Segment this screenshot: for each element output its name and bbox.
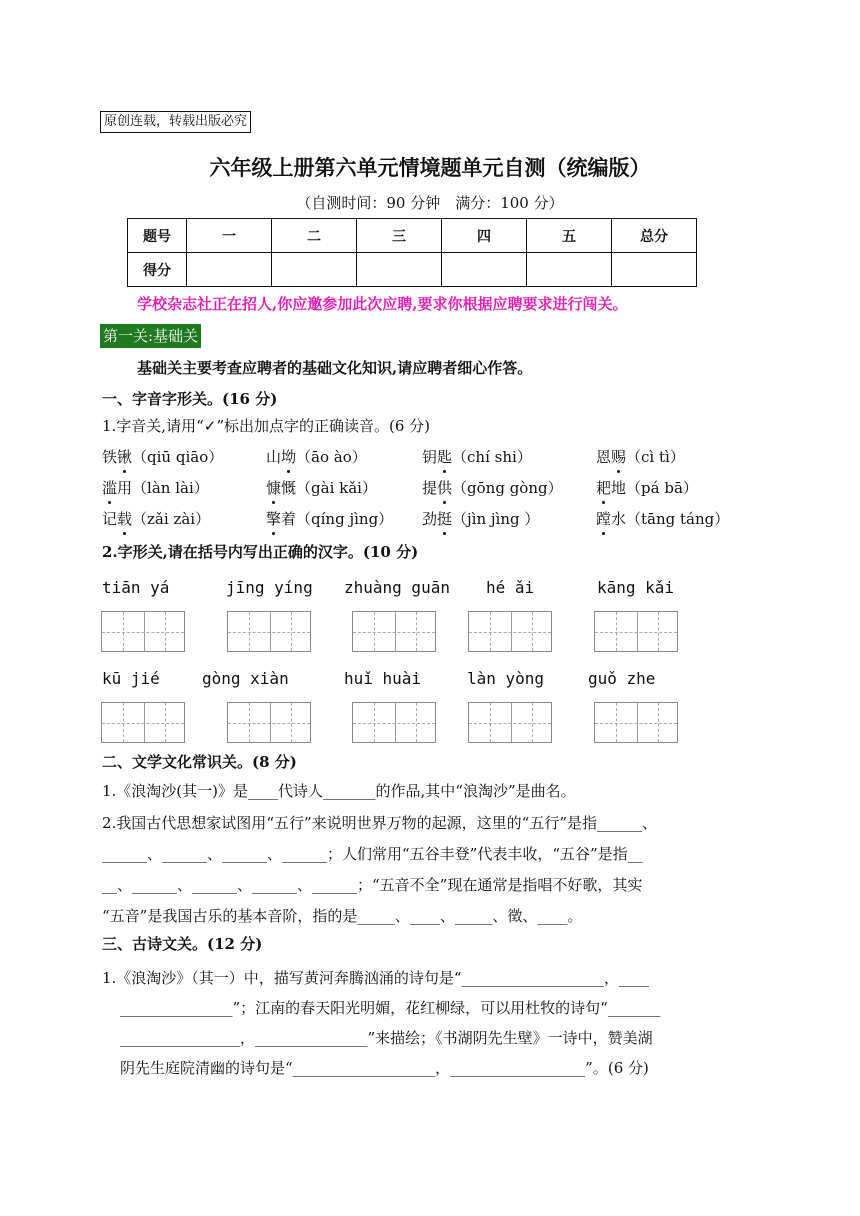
- writing-grid-box[interactable]: [227, 611, 311, 652]
- pinyin-label: làn yòng: [467, 669, 545, 688]
- check-mark-icon: ✓: [203, 417, 217, 435]
- pinyin-label: kū jié: [102, 669, 160, 688]
- score-header-cell: 五: [527, 219, 612, 253]
- character: 劲: [422, 510, 438, 528]
- pinyin-options[interactable]: （jìn jìng ）: [452, 510, 540, 528]
- score-cell[interactable]: [527, 253, 612, 287]
- page-subtitle: （自测时间：90 分钟 满分：100 分）: [296, 194, 564, 212]
- level-label: 第一关:基础关: [100, 324, 201, 348]
- score-header-cell: 一: [187, 219, 272, 253]
- section3-line: ________________，_______________”来描绘；《书湖阴先生壁》一诗中，赞美湖: [120, 1029, 653, 1047]
- writing-grid-box[interactable]: [101, 702, 185, 743]
- score-header-cell: 题号: [128, 219, 187, 253]
- writing-grid-box[interactable]: [594, 702, 678, 743]
- pronunciation-item: [422, 477, 563, 498]
- pinyin-options[interactable]: （qíng jìng）: [296, 510, 394, 528]
- dotted-character: 耙: [596, 479, 612, 497]
- score-cell[interactable]: [187, 253, 272, 287]
- score-table-score-row: [128, 253, 697, 287]
- dotted-character: 挺: [437, 510, 453, 528]
- dotted-character: 载: [117, 510, 133, 528]
- pinyin-label: guǒ zhe: [588, 669, 656, 688]
- section3-heading: 三、古诗文关。(12 分): [102, 935, 263, 953]
- pronunciation-item: [266, 508, 393, 529]
- q1-prefix: 1.字音关,请用“: [102, 417, 204, 435]
- pronunciation-item: [102, 477, 209, 498]
- character: 记: [102, 510, 118, 528]
- pinyin-options[interactable]: （pá bā）: [626, 479, 698, 497]
- writing-grid-box[interactable]: [594, 611, 678, 652]
- pinyin-options[interactable]: （gài kǎi）: [296, 479, 377, 497]
- writing-grid-box[interactable]: [227, 702, 311, 743]
- pinyin-options[interactable]: （chí shi）: [452, 448, 532, 466]
- dotted-character: 锹: [117, 448, 133, 466]
- section3-line: 1.《浪淘沙》（其一）中，描写黄河奔腾汹涌的诗句是“___________________，____: [102, 969, 649, 987]
- section2-heading: 二、文学文化常识关。(8 分): [102, 753, 297, 771]
- section2-line: 2.我国古代思想家试图用“五行”来说明世界万物的起源，这里的“五行”是指______、: [102, 814, 657, 832]
- pronunciation-item: [596, 477, 698, 498]
- pronunciation-item: [102, 446, 223, 467]
- pronunciation-item: [422, 446, 532, 467]
- character: 铁: [102, 448, 118, 466]
- dotted-character: 滥: [102, 479, 118, 497]
- writing-grid-box[interactable]: [101, 611, 185, 652]
- score-cell[interactable]: [442, 253, 527, 287]
- pinyin-label: huǐ huài: [344, 669, 422, 688]
- writing-grid-box[interactable]: [468, 611, 552, 652]
- section2-line: 1.《浪淘沙(其一)》是____代诗人_______的作品,其中“浪淘沙”是曲名。: [102, 782, 576, 800]
- character: 恩: [596, 448, 612, 466]
- pinyin-label: tiān yá: [102, 578, 170, 597]
- writing-grid-box[interactable]: [468, 702, 552, 743]
- dotted-character: 赐: [611, 448, 627, 466]
- character: 用: [117, 479, 133, 497]
- section1-q1: [102, 415, 430, 436]
- character: 着: [281, 510, 297, 528]
- pronunciation-item: [102, 508, 210, 529]
- section1-q2: 2.字形关,请在括号内写出正确的汉字。(10 分): [102, 543, 419, 561]
- score-cell[interactable]: [612, 253, 697, 287]
- intro-instruction: 学校杂志社正在招人,你应邀参加此次应聘,要求你根据应聘要求进行闯关。: [137, 295, 628, 313]
- section3-line: _______________”；江南的春天阳光明媚，花红柳绿，可以用杜牧的诗句“_______: [120, 999, 661, 1017]
- pronunciation-item: [596, 446, 685, 467]
- section1-heading: 一、字音字形关。(16 分): [102, 390, 278, 408]
- dotted-character: 坳: [281, 448, 297, 466]
- pinyin-options[interactable]: （āo ào）: [296, 448, 367, 466]
- character: 山: [266, 448, 282, 466]
- pinyin-label: jīng yíng: [226, 578, 313, 597]
- section2-line: __、______、______、______、______；“五音不全”现在通常是指唱不好歌，其实: [102, 876, 643, 894]
- copyright-notice: 原创连载，转载出版必究: [100, 111, 251, 133]
- dotted-character: 匙: [437, 448, 453, 466]
- score-cell[interactable]: [272, 253, 357, 287]
- pinyin-options[interactable]: （zǎi zài）: [132, 510, 211, 528]
- pinyin-options[interactable]: （làn lài）: [132, 479, 209, 497]
- character: 地: [611, 479, 627, 497]
- pronunciation-item: [596, 508, 729, 529]
- pinyin-options[interactable]: （qiū qiāo）: [132, 448, 224, 466]
- character: 水: [611, 510, 627, 528]
- writing-grid-box[interactable]: [352, 702, 436, 743]
- dotted-character: 慷: [266, 479, 282, 497]
- pinyin-options[interactable]: （tāng táng）: [626, 510, 730, 528]
- score-header-cell: 总分: [612, 219, 697, 253]
- section3-line: 阴先生庭院清幽的诗句是“___________________，__________________”。(6 分): [120, 1059, 649, 1077]
- dotted-character: 擎: [266, 510, 282, 528]
- q1-suffix: ”标出加点字的正确读音。(6 分): [216, 417, 431, 435]
- page-title: 六年级上册第六单元情境题单元自测（统编版）: [209, 155, 651, 180]
- pinyin-label: kāng kǎi: [597, 578, 675, 597]
- pinyin-label: hé ǎi: [486, 578, 535, 597]
- score-table-header-row: [128, 219, 697, 253]
- character: 慨: [281, 479, 297, 497]
- pinyin-label: gòng xiàn: [202, 669, 289, 688]
- score-table: [127, 218, 697, 287]
- score-header-cell: 四: [442, 219, 527, 253]
- score-row-label: 得分: [128, 253, 187, 287]
- section2-line: ______、______、______、______；人们常用“五谷丰登”代表丰收，“五谷”是指__: [102, 845, 643, 863]
- score-header-cell: 三: [357, 219, 442, 253]
- pinyin-options[interactable]: （gōng gòng）: [452, 479, 563, 497]
- pronunciation-item: [266, 477, 377, 498]
- character: 提: [422, 479, 438, 497]
- writing-grid-box[interactable]: [352, 611, 436, 652]
- pronunciation-item: [266, 446, 367, 467]
- pinyin-label: zhuàng guān: [344, 578, 450, 597]
- level-description: 基础关主要考查应聘者的基础文化知识,请应聘者细心作答。: [137, 359, 533, 377]
- score-cell[interactable]: [357, 253, 442, 287]
- dotted-character: 供: [437, 479, 453, 497]
- dotted-character: 蹚: [596, 510, 612, 528]
- pronunciation-item: [422, 508, 539, 529]
- score-header-cell: 二: [272, 219, 357, 253]
- section2-line: “五音”是我国古乐的基本音阶，指的是_____、____、_____、徵、____。: [102, 907, 583, 925]
- pinyin-options[interactable]: （cì tì）: [626, 448, 685, 466]
- character: 钥: [422, 448, 438, 466]
